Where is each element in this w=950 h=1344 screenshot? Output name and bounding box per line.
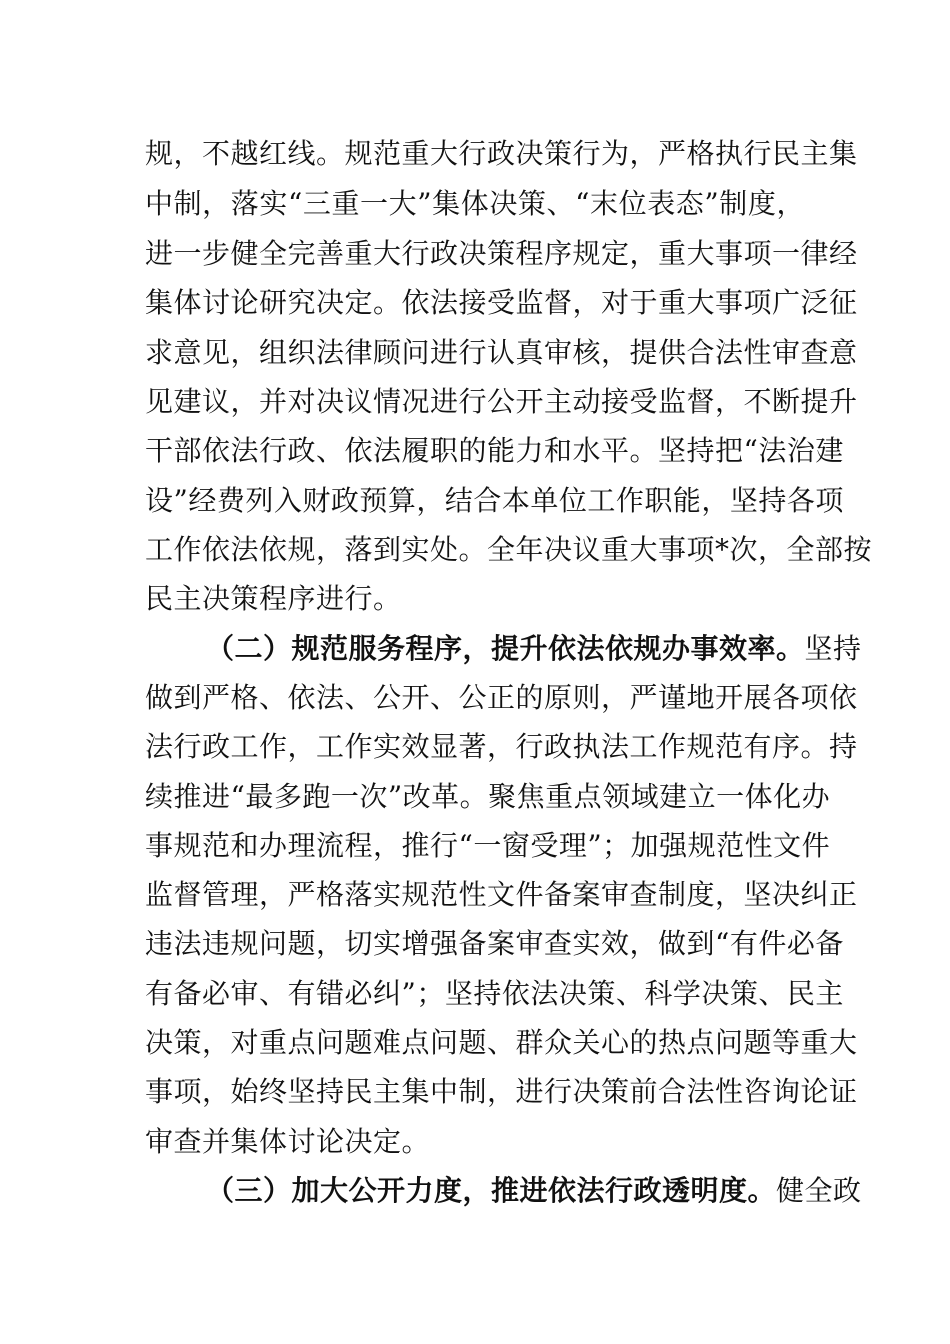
paragraph-2-line-6: 监督管理，严格落实规范性文件备案审查制度，坚决纠正 [145, 878, 858, 911]
paragraph-1-line-7: 干部依法行政、依法履职的能力和水平。坚持把“法治建 [145, 434, 844, 467]
paragraph-2-line-5: 事规范和办理流程，推行“一窗受理”；加强规范性文件 [145, 829, 831, 862]
paragraph-2-line-9: 决策，对重点问题难点问题、群众关心的热点问题等重大 [145, 1026, 858, 1059]
paragraph-2-line-4: 续推进“最多跑一次”改革。聚焦重点领域建立一体化办 [145, 780, 831, 813]
paragraph-1-line-3: 进一步健全完善重大行政决策程序规定，重大事项一律经 [145, 237, 858, 270]
paragraph-1-line-1: 规，不越红线。规范重大行政决策行为，严格执行民主集 [145, 137, 858, 170]
paragraph-1-line-8: 设”经费列入财政预算，结合本单位工作职能，坚持各项 [145, 484, 844, 517]
paragraph-1-line-6: 见建议，并对决议情况进行公开主动接受监督，不断提升 [145, 385, 858, 418]
paragraph-2-line-2: 做到严格、依法、公开、公正的原则，严谨地开展各项依 [145, 681, 858, 714]
paragraph-2-line-8: 有备必审、有错必纠”；坚持依法决策、科学决策、民主 [145, 977, 844, 1010]
paragraph-2-line-3: 法行政工作，工作实效显著，行政执法工作规范有序。持 [145, 730, 858, 763]
paragraph-3-first-line [206, 1166, 862, 1215]
section-heading-2: （二）规范服务程序，提升依法依规办事效率。 [206, 632, 805, 665]
paragraph-1-line-9: 工作依法依规，落到实处。全年决议重大事项*次，全部按 [145, 533, 873, 566]
paragraph-1-line-2: 中制，落实“三重一大”集体决策、“末位表态”制度， [145, 187, 805, 220]
paragraph-1-line-4: 集体讨论研究决定。依法接受监督，对于重大事项广泛征 [145, 286, 858, 319]
paragraph-2-line-10: 事项，始终坚持民主集中制，进行决策前合法性咨询论证 [145, 1075, 858, 1108]
paragraph-1-line-10: 民主决策程序进行。 [145, 582, 402, 615]
paragraph-2-first-line [206, 624, 862, 673]
paragraph-2-line-7: 违法违规问题，切实增强备案审查实效，做到“有件必备 [145, 927, 844, 960]
paragraph-3-first-line-text: 健全政 [776, 1174, 862, 1207]
paragraph-1-line-5: 求意见，组织法律顾问进行认真审核，提供合法性审查意 [145, 336, 858, 369]
section-heading-3: （三）加大公开力度，推进依法行政透明度。 [206, 1174, 777, 1207]
paragraph-2-line-11: 审查并集体讨论决定。 [145, 1125, 431, 1158]
paragraph-2-first-line-text: 坚持 [804, 632, 862, 665]
